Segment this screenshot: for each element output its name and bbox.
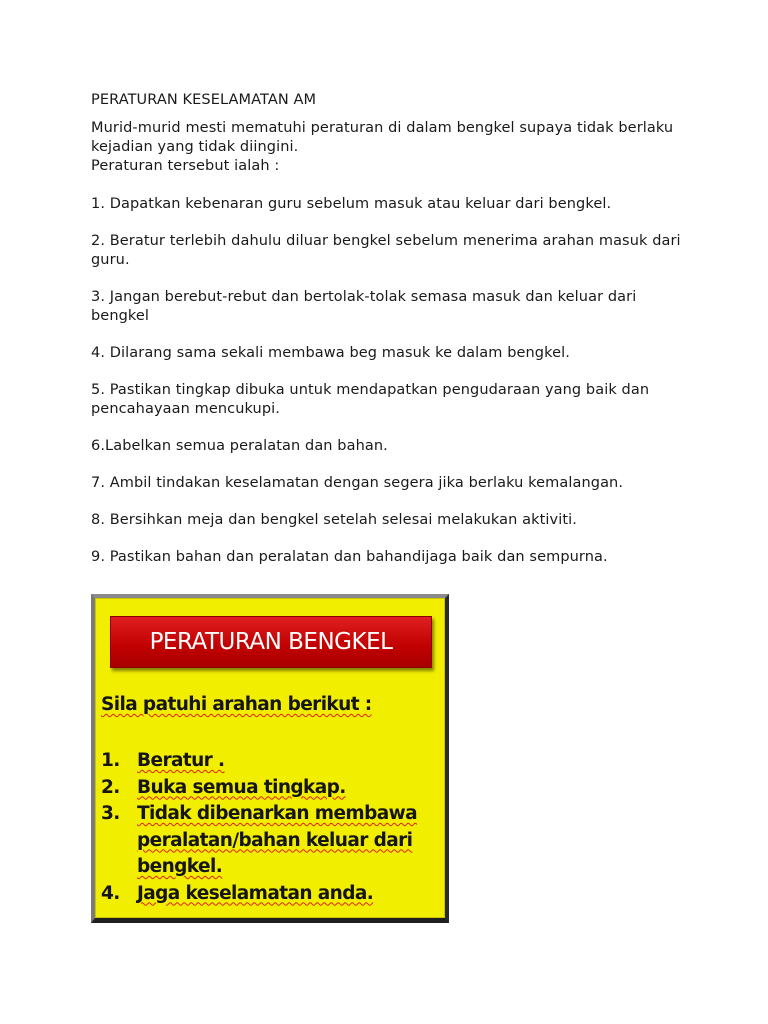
poster-item-text: Tidak dibenarkan membawa peralatan/bahan keluar dari bengkel. — [137, 803, 417, 877]
poster-list-item — [101, 881, 417, 908]
poster-list-item — [101, 748, 417, 775]
poster-item-number: 1. — [101, 750, 120, 771]
poster-item-text: Jaga keselamatan anda. — [137, 882, 374, 904]
poster-subtitle: Sila patuhi arahan berikut : — [101, 694, 372, 715]
rule-item: 9. Pastikan bahan dan peralatan dan bahandijaga baik dan sempurna. — [91, 549, 608, 565]
rule-item: 3. Jangan berebut-rebut dan bertolak-tolak semasa masuk dan keluar dari bengkel — [91, 289, 637, 324]
poster-list — [101, 748, 417, 907]
poster-item-number: 4. — [101, 882, 120, 904]
rules-list — [91, 195, 691, 567]
rule-item: 8. Bersihkan meja dan bengkel setelah selesai melakukan aktiviti. — [91, 512, 577, 528]
rule-item: 4. Dilarang sama sekali membawa beg masuk ke dalam bengkel. — [91, 345, 570, 361]
document-heading: PERATURAN KESELAMATAN AM — [91, 92, 317, 108]
poster-item-text: Buka semua tingkap. — [137, 776, 346, 798]
intro-paragraph: Murid-murid mesti mematuhi peraturan di dalam bengkel supaya tidak berlaku kejadian yang tidak diingini. — [91, 120, 674, 155]
poster-list-item — [101, 801, 417, 881]
poster-list-item — [101, 775, 417, 802]
poster-banner: PERATURAN BENGKEL — [110, 616, 432, 668]
rule-item: 1. Dapatkan kebenaran guru sebelum masuk atau keluar dari bengkel. — [91, 196, 612, 212]
intro-lead-in: Peraturan tersebut ialah : — [91, 158, 280, 174]
rule-item: 6.Labelkan semua peralatan dan bahan. — [91, 438, 388, 454]
rule-item: 2. Beratur terlebih dahulu diluar bengkel sebelum menerima arahan masuk dari guru. — [91, 233, 681, 268]
poster-item-text: Beratur . — [137, 750, 225, 771]
poster-item-number: 3. — [101, 803, 120, 824]
poster-item-number: 2. — [101, 776, 120, 798]
document-text — [91, 91, 691, 567]
rule-item: 7. Ambil tindakan keselamatan dengan segera jika berlaku kemalangan. — [91, 475, 624, 491]
workshop-rules-poster — [91, 594, 449, 923]
rule-item: 5. Pastikan tingkap dibuka untuk mendapatkan pengudaraan yang baik dan pencahayaan mencukupi. — [91, 382, 650, 417]
